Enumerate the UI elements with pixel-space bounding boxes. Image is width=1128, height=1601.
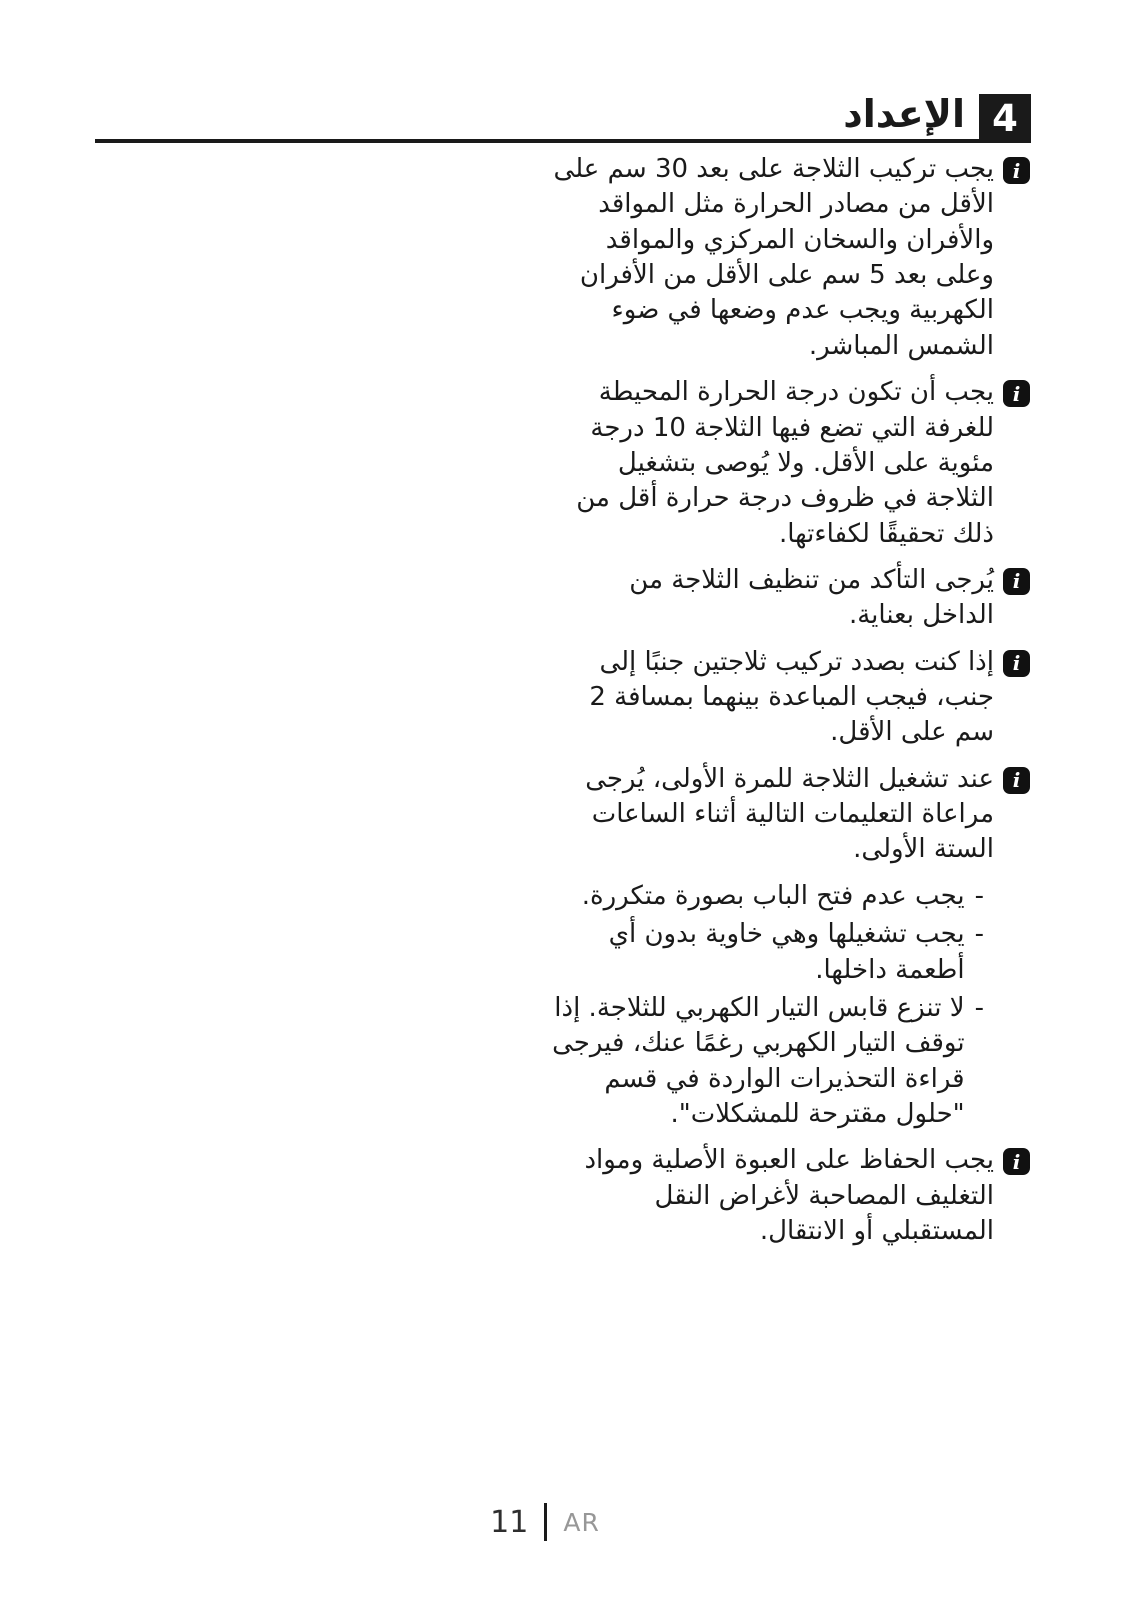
info-paragraph	[552, 563, 1030, 634]
info-icon: i	[1003, 380, 1030, 407]
info-icon: i	[1003, 767, 1030, 794]
section-number-box	[979, 94, 1031, 143]
paragraph-text: عند تشغيل الثلاجة للمرة الأولى، يُرجى مراعاة التعليمات التالية أثناء الساعات الستة الأولى.	[585, 763, 994, 865]
info-icon: i	[1003, 1148, 1030, 1175]
paragraph-text: يجب الحفاظ على العبوة الأصلية ومواد التغليف المصاحبة لأغراض النقل المستقبلي أو الانتقال.	[584, 1145, 994, 1247]
info-icon: i	[1003, 157, 1030, 184]
list-item	[552, 917, 984, 988]
dash-marker: -	[974, 992, 984, 1023]
instruction-sublist	[552, 879, 984, 1133]
info-paragraph	[552, 762, 1030, 868]
list-item	[552, 991, 984, 1132]
info-icon: i	[1003, 650, 1030, 677]
language-code: AR	[563, 1507, 600, 1537]
section-header	[95, 94, 1031, 143]
footer-divider	[544, 1503, 547, 1541]
info-icon: i	[1003, 568, 1030, 595]
page-number: 11	[490, 1504, 529, 1540]
paragraph-text: يجب تركيب الثلاجة على بعد 30 سم على الأقل من مصادر الحرارة مثل المواقد والأفران والسخان المركزي والمواقد وعلى بعد 5 سم على الأقل من الأفران الكهربية ويجب عدم وضعها في ضوء الشمس المباشر.	[553, 154, 994, 361]
info-paragraph	[552, 1143, 1030, 1249]
list-item-text: يجب تشغيلها وهي خاوية بدون أي أطعمة داخلها.	[608, 919, 965, 985]
dash-marker: -	[974, 880, 984, 911]
dash-marker: -	[974, 919, 984, 950]
paragraph-text: يجب أن تكون درجة الحرارة المحيطة للغرفة التي تضع فيها الثلاجة 10 درجة مئوية على الأقل. ولا يُوصى بتشغيل الثلاجة في ظروف درجة حرارة أقل من ذلك تحقيقًا لكفاءتها.	[576, 377, 994, 549]
info-paragraph	[552, 152, 1030, 364]
paragraph-text: إذا كنت بصدد تركيب ثلاجتين جنبًا إلى جنب، فيجب المباعدة بينهما بمسافة 2 سم على الأقل.	[589, 646, 994, 748]
content-column	[552, 152, 1030, 1260]
page-footer	[0, 1503, 1109, 1541]
section-number: 4	[992, 97, 1018, 140]
paragraph-text: يُرجى التأكد من تنظيف الثلاجة من الداخل بعناية.	[629, 564, 994, 631]
list-item	[552, 879, 984, 914]
info-paragraph	[552, 375, 1030, 552]
list-item-text: لا تنزع قابس التيار الكهربي للثلاجة. إذا توقف التيار الكهربي رغمًا عنك، فيرجى قراءة التحذيرات الواردة في قسم "حلول مقترحة للمشكلات".	[552, 992, 965, 1129]
info-paragraph	[552, 645, 1030, 751]
page-title: الإعداد	[843, 92, 965, 137]
list-item-text: يجب عدم فتح الباب بصورة متكررة.	[581, 880, 965, 911]
